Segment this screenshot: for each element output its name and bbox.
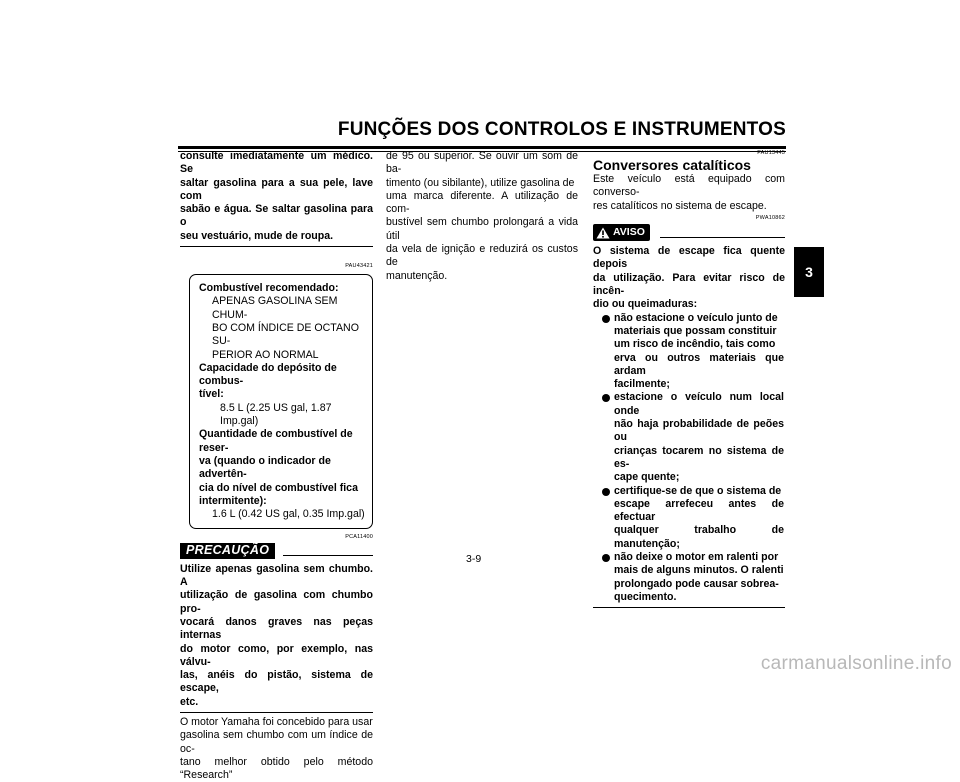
column-2: de 95 ou superior. Se ouvir um som de ba- timento (ou sibilante), utilize gasolina de uma marca diferente. A utilização de com- bustível sem chumbo prolongará a vida útil da vela de ignição e reduzirá os custos de manutenção. <box>386 150 578 282</box>
page-title: FUNÇÕES DOS CONTROLOS E INSTRUMENTOS <box>337 119 786 140</box>
spec-fuel-value: APENAS GASOLINA SEM CHUM- BO COM ÍNDICE DE OCTANO SU- PERIOR AO NORMAL <box>212 295 359 361</box>
spec-reserve-value: 1.6 L (0.42 US gal, 0.35 Imp.gal) <box>212 508 365 521</box>
list-item: não deixe o motor em ralenti por mais de alguns minutos. O ralenti prolongado pode causar sobrea- quecimento. <box>593 551 785 604</box>
caution-header <box>180 543 373 558</box>
column-1 <box>180 150 373 782</box>
column-3 <box>593 150 785 608</box>
chapter-tab: 3 <box>794 247 824 297</box>
divider <box>180 246 373 247</box>
caution-text: Utilize apenas gasolina sem chumbo. A utilização de gasolina com chumbo pro- vocará danos graves nas peças internas do motor como, por exemplo, nas válvu- las, anéis do pistão, sistema de escape, etc. <box>180 562 373 708</box>
body-text: O motor Yamaha foi concebido para usar gasolina sem chumbo com um índice de oc- tano melhor obtido pelo método “Research” <box>180 715 373 782</box>
watermark: carmanualsonline.info <box>760 653 952 674</box>
fuel-safety-text: consulte imediatamente um médico. Se saltar gasolina para a sua pele, lave com sabão e água. Se saltar gasolina para o seu vestuário, mude de roupa. <box>180 150 373 242</box>
spec-tank-value: 8.5 L (2.25 US gal, 1.87 Imp.gal) <box>220 401 332 428</box>
section-text: Este veículo está equipado com converso- res catalíticos no sistema de escape. <box>593 173 785 212</box>
bullet-icon <box>602 394 610 402</box>
spec-reserve-label: Quantidade de combustível de reser- va (quando o indicador de advertên- cia do nível de combustível fica intermitente): <box>199 428 358 507</box>
bullet-icon <box>602 554 610 562</box>
warning-list <box>593 312 785 605</box>
bullet-icon <box>602 488 610 496</box>
fuel-spec-box <box>189 274 373 529</box>
list-item: estacione o veículo num local onde não haja probabilidade de peões ou crianças tocarem no sistema de es- cape quente; <box>593 391 785 484</box>
spec-fuel-label: Combustível recomendado: <box>199 282 339 295</box>
ref-code: PCA11400 <box>345 534 373 541</box>
list-item: certifique-se de que o sistema de escape arrefeceu antes de efectuar qualquer trabalho de manutenção; <box>593 485 785 551</box>
section-title: Conversores catalíticos <box>593 157 751 173</box>
list-item: não estacione o veículo junto de materiais que possam constituir um risco de incêndio, tais como erva ou outros materiais que ardam facilmente; <box>593 312 785 392</box>
ref-code: PWA10862 <box>755 214 785 221</box>
page-header <box>178 119 786 152</box>
caution-label: PRECAUÇÃO <box>180 543 275 558</box>
spec-tank-label: Capacidade do depósito de combus- tível: <box>199 361 337 401</box>
warning-text: O sistema de escape fica quente depois da utilização. Para evitar risco de incên- dio ou queimaduras: <box>593 245 785 311</box>
bullet-icon <box>602 315 610 323</box>
header-rule-thick <box>178 146 786 149</box>
ref-code: PAU13445 <box>757 150 785 156</box>
warning-rule <box>660 237 785 238</box>
page-number: 3-9 <box>466 553 482 565</box>
caution-rule <box>283 555 373 556</box>
warning-header <box>593 224 785 241</box>
divider <box>180 712 373 713</box>
divider <box>593 607 785 608</box>
ref-code: PAU43421 <box>345 263 373 270</box>
warning-label: AVISO <box>593 224 650 241</box>
warning-triangle-icon <box>596 227 610 239</box>
